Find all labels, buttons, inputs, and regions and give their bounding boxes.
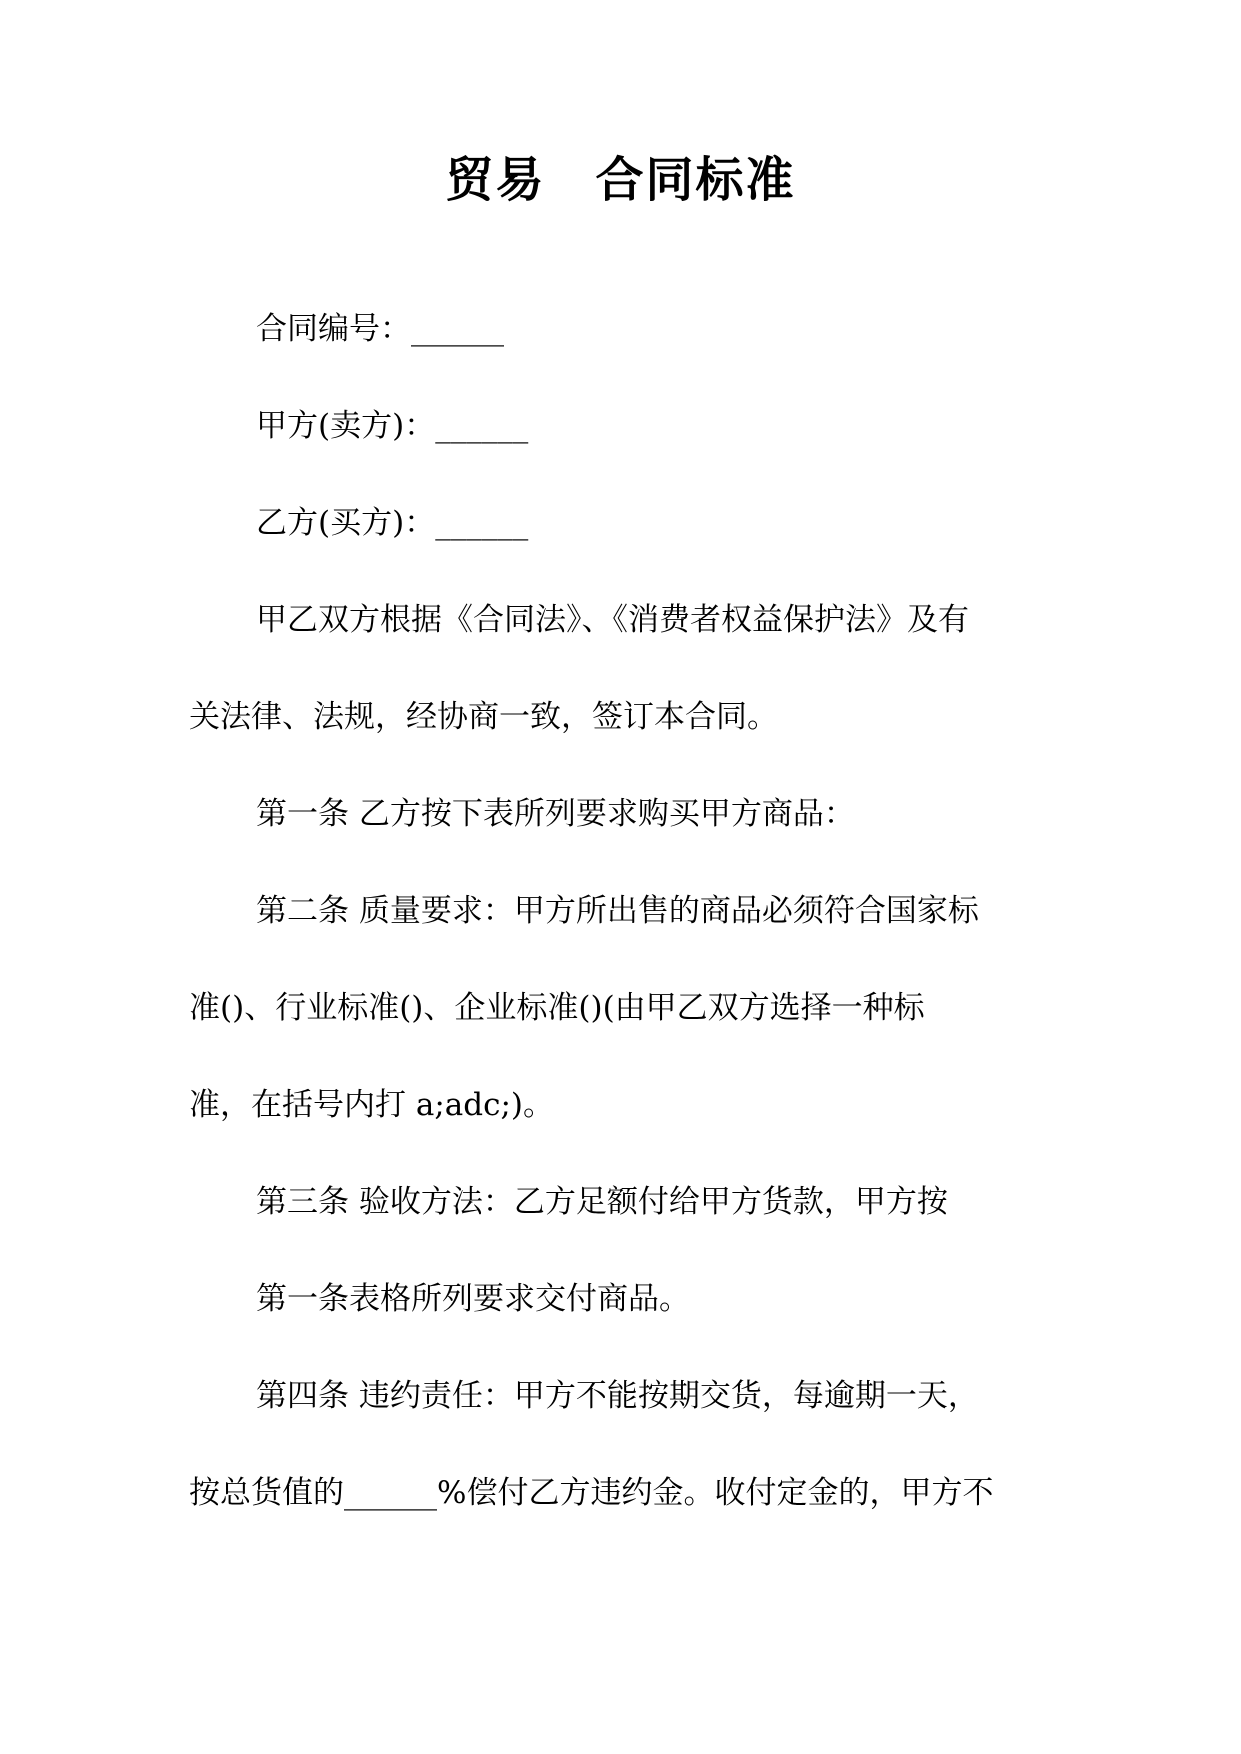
article-2-line-1: 第二条 质量要求：甲方所出售的商品必须符合国家标 bbox=[256, 893, 979, 929]
article-4-line-1: 第四条 违约责任：甲方不能按期交货，每逾期一天， bbox=[256, 1378, 979, 1414]
article-2-line-2: 准()、行业标准()、企业标准()(由甲乙双方选择一种标 bbox=[189, 990, 925, 1026]
preamble-line-2: 关法律、法规，经协商一致，签订本合同。 bbox=[189, 699, 778, 735]
article-3-line-2: 第一条表格所列要求交付商品。 bbox=[256, 1281, 690, 1317]
article-2-line-3: 准，在括号内打 a;adc;)。 bbox=[189, 1087, 555, 1123]
document-title: 贸易 合同标准 bbox=[445, 152, 796, 208]
preamble-line-1: 甲乙双方根据《合同法》、《消费者权益保护法》及有 bbox=[256, 602, 969, 638]
party-a-line: 甲方(卖方)：______ bbox=[256, 408, 529, 444]
article-1-line: 第一条 乙方按下表所列要求购买甲方商品： bbox=[256, 796, 855, 832]
party-b-line: 乙方(买方)：______ bbox=[256, 505, 529, 541]
article-4-line-2: 按总货值的______%偿付乙方违约金。收付定金的，甲方不 bbox=[189, 1475, 994, 1511]
contract-number-line: 合同编号：______ bbox=[256, 311, 504, 347]
article-3-line-1: 第三条 验收方法：乙方足额付给甲方货款，甲方按 bbox=[256, 1184, 948, 1220]
